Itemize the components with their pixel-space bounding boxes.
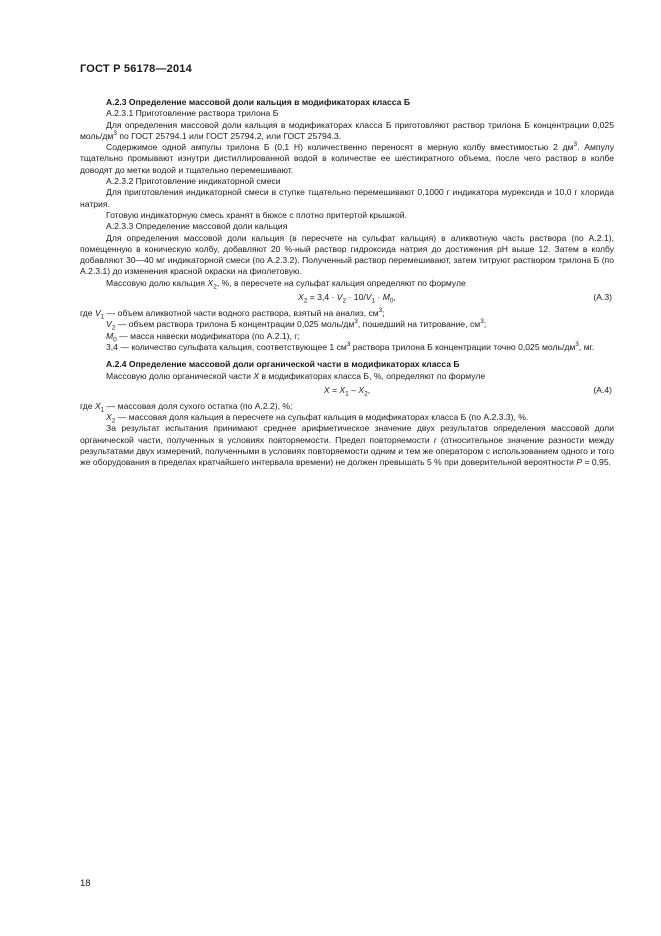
document-body xyxy=(80,96,614,469)
paragraph-calcium-procedure: Для определения массовой доли кальция (в пересчете на сульфат кальция) в аликвотную часть раствора (по А.2.1), помещенную в коническую колбу, добавляют 20 %-ный раствор гидроксида натрия до достижения pH выше 12. Затем в колбу добавляют 30—40 мг индикаторной смеси (по А.2.3.2). Полученный раствор перемешивают, затем титруют раствором трилона Б (по А.2.3.1) до изменения красной окраски на фиолетовую. xyxy=(80,232,614,277)
document-header: ГОСТ Р 56178—2014 xyxy=(80,63,192,75)
formula-a3-expression: $X_2 = 3,4 \cdot V_2 \cdot 10/V_1 \cdot M_0$, xyxy=(298,292,396,305)
where-x2: $X_2$ — массовая доля кальция в пересчете на сульфат кальция в модификаторах класса Б (по А.2.3.3), %. xyxy=(106,412,529,425)
subsection-a232: А.2.3.2 Приготовление индикаторной смеси xyxy=(106,176,281,187)
formula-a3 xyxy=(80,292,614,306)
subsection-a233: А.2.3.3 Определение массовой доли кальция xyxy=(106,221,288,232)
formula-a4 xyxy=(80,385,614,399)
section-a23-heading: А.2.3 Определение массовой доли кальция в модификаторах класса Б xyxy=(106,97,411,107)
where-coefficient: 3,4 — количество сульфата кальция, соответствующее 1 $см^3$ раствора трилона Б концентрации точно 0,025 моль/$дм^3$, мг. xyxy=(106,341,595,352)
paragraph-trilon-concentration: Для определения массовой доли кальция в модификаторах класса Б приготовляют раствор трилона Б концентрации 0,025 моль/$дм^3$ по ГОСТ 25794.1 или ГОСТ 25794.2, или ГОСТ 25794.3. xyxy=(80,119,614,141)
paragraph-calcium-formula-intro: Массовую долю кальция $X_2$, %, в пересчете на сульфат кальция определяют по формуле xyxy=(106,277,466,291)
formula-a4-number: (А.4) xyxy=(593,384,612,395)
paragraph-organic-formula-intro: Массовую долю органической части X в модификаторах класса Б, %, определяют по формуле xyxy=(106,370,486,381)
where-v1: где $V_1$ — объем аликвотной части водного раствора, взятый на анализ, $см^3$; xyxy=(80,307,385,321)
section-a24-heading: А.2.4 Определение массовой доли органической части в модификаторах класса Б xyxy=(106,359,460,370)
where-v2: $V_2$ — объем раствора трилона Б концентрации 0,025 моль/$дм^3$, пошедший на титрование, $см^3$; xyxy=(106,318,487,333)
paragraph-indicator-prep: Для приготовления индикаторной смеси в ступке тщательно перемешивают 0,1000 г индикатора мурексида и 10,0 г хлорида натрия. xyxy=(80,187,614,209)
paragraph-test-result: За результат испытания принимают среднее арифметическое значение двух результатов определения массовой доли органической части, полученных в условиях повторяемости. Предел повторяемости r (относительное значение разности между результатами двух измерений, полученными в условиях повторяемости одним и тем же оператором с использованием одного и того же оборудования в пределах кратчайшего интервала времени) не должен превышать 5 % при доверительной вероятности P = 0,95. xyxy=(80,423,614,468)
paragraph-indicator-storage: Готовую индикаторную смесь хранят в бюксе с плотно притертой крышкой. xyxy=(106,209,407,220)
formula-a3-number: (А.3) xyxy=(593,292,612,303)
paragraph-ampoule: Содержимое одной ампулы трилона Б (0,1 Н) количественно переносят в мерную колбу вместимостью 2 $дм^3$. Ампулу тщательно промывают изнутри дистиллированной водой в количестве ее шестикратного объема, после чего раствор в колбе доводят до метки водой и тщательно перемешивают. xyxy=(80,141,614,175)
formula-a4-expression: $X = X_1 - X_2$, xyxy=(323,384,371,398)
subsection-a231: А.2.3.1 Приготовление раствора трилона Б xyxy=(106,108,279,119)
page-number: 18 xyxy=(80,878,91,889)
where-m0: $M_0$ — масса навески модификатора (по А.2.1), г; xyxy=(106,330,300,344)
where-x1: где $X_1$ — массовая доля сухого остатка (по А.2.2), %; xyxy=(80,400,293,414)
